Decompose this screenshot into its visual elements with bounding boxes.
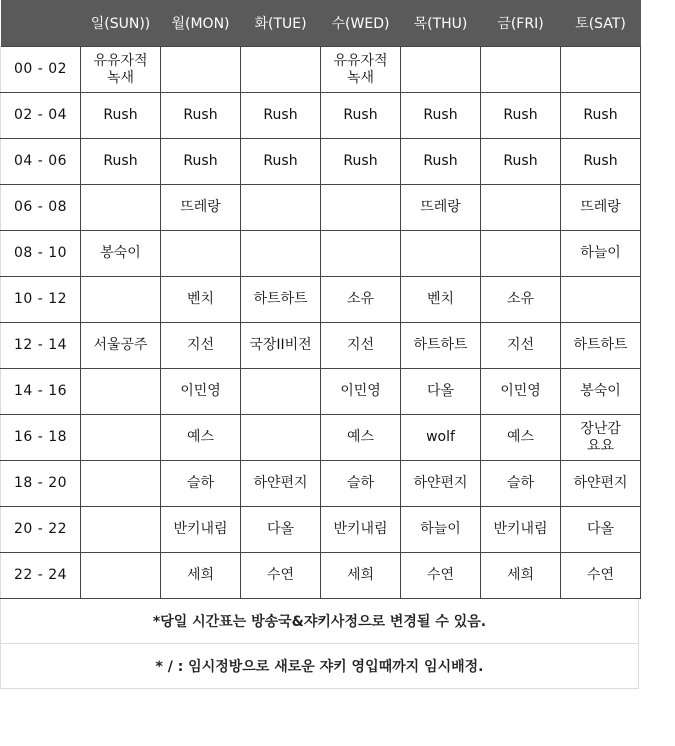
schedule-row [1, 47, 641, 93]
schedule-cell: 다올 [241, 507, 321, 553]
schedule-cell [481, 231, 561, 277]
schedule-cell: Rush [401, 93, 481, 139]
schedule-cell: Rush [481, 93, 561, 139]
schedule-cell: 예스 [321, 415, 401, 461]
schedule-cell [561, 277, 641, 323]
schedule-body [1, 47, 641, 599]
schedule-cell: 유유자적 녹새 [321, 47, 401, 93]
schedule-cell [241, 47, 321, 93]
schedule-cell: 하늘이 [401, 507, 481, 553]
schedule-cell: 수연 [401, 553, 481, 599]
schedule-row [1, 139, 641, 185]
schedule-cell [161, 47, 241, 93]
time-slot-label: 20 - 22 [1, 507, 81, 553]
schedule-cell [321, 185, 401, 231]
schedule-cell: Rush [161, 139, 241, 185]
schedule-cell: 세희 [321, 553, 401, 599]
schedule-cell: 수연 [241, 553, 321, 599]
time-slot-label: 02 - 04 [1, 93, 81, 139]
time-slot-label: 06 - 08 [1, 185, 81, 231]
schedule-cell: 이민영 [481, 369, 561, 415]
schedule-cell: 지선 [321, 323, 401, 369]
schedule-cell: 하트하트 [241, 277, 321, 323]
schedule-cell: 지선 [481, 323, 561, 369]
schedule-cell: 다올 [561, 507, 641, 553]
schedule-cell [81, 185, 161, 231]
schedule-cell: Rush [321, 139, 401, 185]
schedule-change-note: *당일 시간표는 방송국&쟈키사정으로 변경될 수 있음. [0, 599, 639, 644]
schedule-cell: 뜨레랑 [561, 185, 641, 231]
schedule-cell: 소유 [481, 277, 561, 323]
schedule-cell: Rush [81, 139, 161, 185]
schedule-row [1, 231, 641, 277]
schedule-cell: Rush [241, 93, 321, 139]
schedule-cell [81, 553, 161, 599]
schedule-cell: 소유 [321, 277, 401, 323]
schedule-cell: 하늘이 [561, 231, 641, 277]
time-slot-label: 14 - 16 [1, 369, 81, 415]
schedule-cell [241, 231, 321, 277]
schedule-row [1, 415, 641, 461]
schedule-cell: Rush [561, 139, 641, 185]
temporary-assignment-note: * / : 임시정방으로 새로운 쟈키 영입때까지 임시배정. [0, 644, 639, 689]
schedule-cell: 하얀편지 [241, 461, 321, 507]
schedule-row [1, 185, 641, 231]
time-slot-label: 08 - 10 [1, 231, 81, 277]
schedule-row [1, 507, 641, 553]
schedule-cell: 장난감 요요 [561, 415, 641, 461]
schedule-cell: 하얀편지 [401, 461, 481, 507]
schedule-cell [401, 231, 481, 277]
header-day-sat: 토(SAT) [561, 0, 641, 47]
schedule-cell: 유유자적 녹새 [81, 47, 161, 93]
header-day-thu: 목(THU) [401, 0, 481, 47]
schedule-row [1, 277, 641, 323]
schedule-cell: 반키내림 [321, 507, 401, 553]
schedule-cell: 하트하트 [401, 323, 481, 369]
schedule-cell: 슬하 [321, 461, 401, 507]
schedule-row [1, 323, 641, 369]
schedule-cell [81, 461, 161, 507]
time-slot-label: 12 - 14 [1, 323, 81, 369]
time-slot-label: 00 - 02 [1, 47, 81, 93]
schedule-cell [241, 415, 321, 461]
schedule-cell: Rush [561, 93, 641, 139]
time-slot-label: 04 - 06 [1, 139, 81, 185]
schedule-cell [81, 277, 161, 323]
header-day-wed: 수(WED) [321, 0, 401, 47]
schedule-cell [161, 231, 241, 277]
schedule-cell: 하얀편지 [561, 461, 641, 507]
schedule-cell: 봉숙이 [81, 231, 161, 277]
schedule-cell: 수연 [561, 553, 641, 599]
schedule-cell: 슬하 [481, 461, 561, 507]
schedule-cell: 슬하 [161, 461, 241, 507]
schedule-cell: 다올 [401, 369, 481, 415]
schedule-cell: 서울공주 [81, 323, 161, 369]
schedule-cell: 예스 [161, 415, 241, 461]
schedule-cell [81, 415, 161, 461]
schedule-cell: 이민영 [161, 369, 241, 415]
schedule-header [1, 0, 641, 47]
schedule-cell: 벤치 [401, 277, 481, 323]
schedule-cell: Rush [321, 93, 401, 139]
schedule-cell: 반키내림 [481, 507, 561, 553]
schedule-row [1, 93, 641, 139]
schedule-cell: 국장II비전 [241, 323, 321, 369]
header-day-fri: 금(FRI) [481, 0, 561, 47]
schedule-cell: Rush [481, 139, 561, 185]
schedule-cell: wolf [401, 415, 481, 461]
schedule-cell [561, 47, 641, 93]
schedule-cell: 뜨레랑 [161, 185, 241, 231]
schedule-cell [481, 185, 561, 231]
schedule-cell: 뜨레랑 [401, 185, 481, 231]
header-day-tue: 화(TUE) [241, 0, 321, 47]
schedule-cell: 세희 [161, 553, 241, 599]
schedule-cell: 벤치 [161, 277, 241, 323]
schedule-cell [81, 507, 161, 553]
header-day-sun: 일(SUN)) [81, 0, 161, 47]
schedule-row [1, 461, 641, 507]
header-day-mon: 월(MON) [161, 0, 241, 47]
schedule-cell [81, 369, 161, 415]
schedule-cell: 이민영 [321, 369, 401, 415]
schedule-row [1, 369, 641, 415]
schedule-cell [241, 185, 321, 231]
time-slot-label: 10 - 12 [1, 277, 81, 323]
time-slot-label: 16 - 18 [1, 415, 81, 461]
schedule-cell: 하트하트 [561, 323, 641, 369]
schedule-cell: 반키내림 [161, 507, 241, 553]
schedule-cell [321, 231, 401, 277]
schedule-cell: Rush [161, 93, 241, 139]
header-time-corner [1, 0, 81, 47]
schedule-cell [401, 47, 481, 93]
time-slot-label: 22 - 24 [1, 553, 81, 599]
schedule-cell: 봉숙이 [561, 369, 641, 415]
header-row [1, 0, 641, 47]
schedule-cell: 세희 [481, 553, 561, 599]
schedule-cell: 지선 [161, 323, 241, 369]
schedule-cell: Rush [81, 93, 161, 139]
schedule-cell: Rush [401, 139, 481, 185]
schedule-row [1, 553, 641, 599]
schedule-cell: 예스 [481, 415, 561, 461]
schedule-cell: Rush [241, 139, 321, 185]
time-slot-label: 18 - 20 [1, 461, 81, 507]
schedule-cell [481, 47, 561, 93]
schedule-cell [241, 369, 321, 415]
